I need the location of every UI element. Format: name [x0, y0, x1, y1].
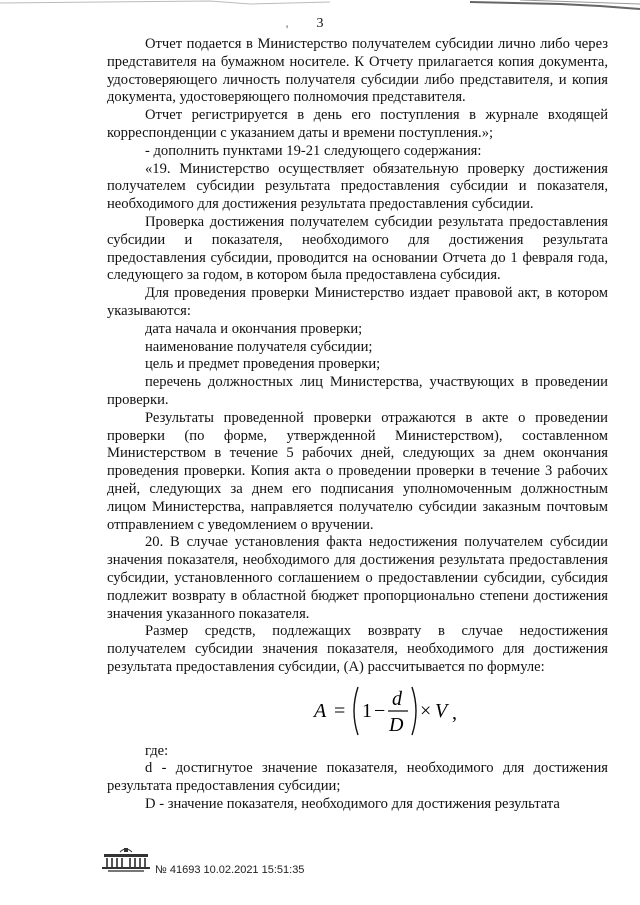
paragraph: Результаты проведенной проверки отражаются в акте о проведении проверки (по форме, утвержденной Министерством), составленном Министерством в течение 5 рабочих дней, следующих за днем окончания проведения проверки. Копия акта о проведении проверки в течение 3 рабочих дней, следующих за днем его подписания уполномоченным должностным лицом Министерства, направляется получателю субсидии заказным почтовым отправлением с уведомлением о вручении. — [107, 409, 608, 533]
paragraphs-after-section — [107, 743, 608, 814]
formula-denominator: D — [389, 713, 404, 736]
formula-trailing-comma: , — [452, 701, 457, 724]
formula-one: 1 — [362, 699, 372, 722]
formula-variable: V — [435, 699, 448, 722]
paragraph: где: — [145, 742, 169, 759]
formula — [107, 679, 608, 743]
scan-edge-artifact — [0, 0, 640, 14]
formula-svg — [312, 679, 472, 743]
document-body — [107, 36, 608, 814]
paragraph: перечень должностных лиц Министерства, участвующих в проведении проверки. — [107, 374, 608, 408]
registration-mark: № 41693 10.02.2021 15:51:35 — [155, 864, 305, 876]
list-item: цель и предмет проведения проверки; — [145, 356, 381, 373]
paragraph: Проверка достижения получателем субсидии результата предоставления субсидии и показателя, необходимого для достижения результата предоставления субсидии, проводится на основании Отчета до 1 февраля года, следующего за годом, в котором была предоставлена субсидия. — [107, 213, 608, 284]
paragraph: D - значение показателя, необходимого для достижения результата — [145, 796, 560, 813]
formula-equals: = — [334, 699, 346, 722]
formula-times: × — [420, 699, 432, 722]
paragraphs-section — [107, 36, 608, 677]
paragraph: Отчет регистрируется в день его поступления в журнале входящей корреспонденции с указанием даты и времени поступления.»; — [107, 107, 608, 141]
formula-left-paren — [354, 687, 358, 735]
list-item: дата начала и окончания проверки; — [145, 320, 363, 337]
list-item: наименование получателя субсидии; — [145, 338, 373, 355]
formula-right-paren — [412, 687, 416, 735]
paragraph: «19. Министерство осуществляет обязательную проверку достижения получателем субсидии результата предоставления субсидии и показателя, необходимого для достижения результата предоставления субсидии. — [107, 160, 608, 213]
building-logo — [100, 846, 152, 874]
paragraph: Отчет подается в Министерство получателем субсидии лично либо через представителя на бумажном носителе. К Отчету прилагается копия документа, удостоверяющего личность получателя субсидии либо представителя, и копия документа, удостоверяющего полномочия представителя. — [107, 36, 608, 106]
page-number: 3 — [316, 16, 324, 31]
paragraph: d - достигнутое значение показателя, необходимого для достижения результата предоставления субсидии; — [107, 760, 608, 795]
formula-minus: − — [374, 699, 386, 722]
formula-lhs: A — [314, 699, 327, 722]
paragraph: Для проведения проверки Министерство издает правовой акт, в котором указываются: — [107, 285, 608, 319]
paragraph: Размер средств, подлежащих возврату в случае недостижения получателем субсидии значения показателя, необходимого для достижения результата предоставления субсидии, (A) рассчитывается по формуле: — [107, 623, 608, 675]
formula-numerator: d — [392, 687, 402, 710]
paragraph: - дополнить пунктами 19-21 следующего содержания: — [145, 142, 482, 159]
paragraph: 20. В случае установления факта недостижения получателем субсидии значения показателя, необходимого для достижения результата предоставления субсидии, установленного соглашением о предоставлении субсидии, субсидия подлежит возврату в областной бюджет пропорционально степени достижения значения указанного показателя. — [107, 534, 608, 622]
scan-speck: ' — [286, 22, 289, 36]
